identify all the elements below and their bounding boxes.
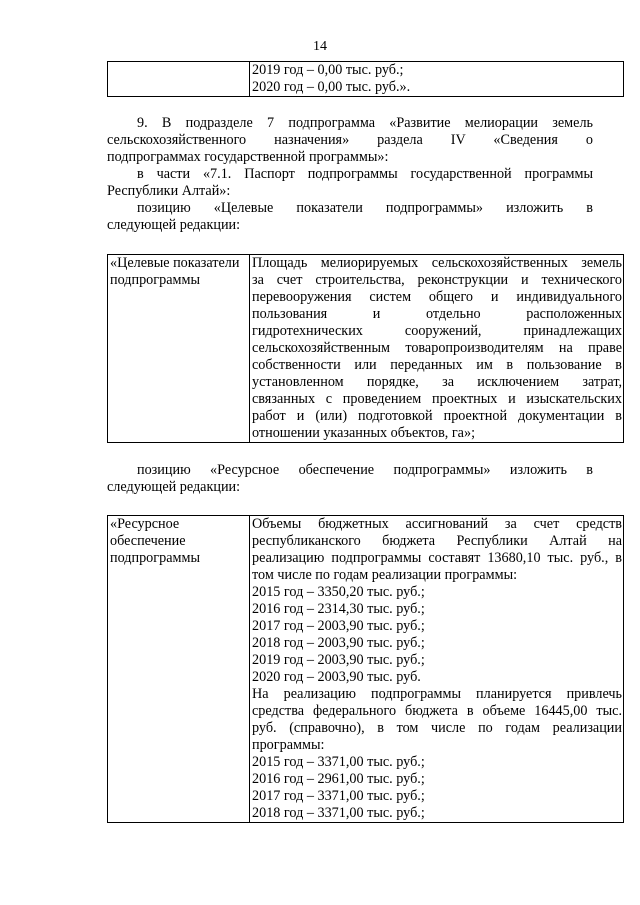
year-line: 2015 год – 3371,00 тыс. руб.; — [252, 754, 425, 770]
text-line: 9. В подразделе 7 подпрограмма «Развитие мелиорации земель — [137, 115, 593, 131]
text-line: отношении указанных объектов, га»; — [252, 425, 476, 441]
table-target-indicators — [107, 254, 624, 443]
text-line: сельскохозяйственным товаропроизводителям на праве — [252, 340, 622, 356]
section-9-paragraph — [107, 115, 593, 234]
text-line: гидротехнических сооружений, принадлежащих — [252, 323, 622, 339]
year-line: 2016 год – 2314,30 тыс. руб.; — [252, 601, 425, 617]
text-line: перевооружения систем общего и индивидуального — [252, 289, 622, 305]
table-resource-provision — [107, 515, 624, 823]
text-line: Республики Алтай»: — [107, 183, 231, 199]
year-line: 2017 год – 2003,90 тыс. руб.; — [252, 618, 425, 634]
year-line: 2020 год – 0,00 тыс. руб.». — [252, 79, 411, 95]
year-line: 2018 год – 2003,90 тыс. руб.; — [252, 635, 425, 651]
text-line: следующей редакции: — [107, 479, 241, 495]
label-line: обеспечение — [110, 533, 186, 549]
year-line: 2018 год – 3371,00 тыс. руб.; — [252, 805, 425, 821]
year-line: 2017 год – 3371,00 тыс. руб.; — [252, 788, 425, 804]
target-indicators-text-cell — [250, 255, 624, 443]
text-line: установленном порядке, за исключением затрат, — [252, 374, 622, 390]
text-line: позицию «Целевые показатели подпрограммы» изложить в — [137, 200, 593, 216]
text-line: собственности или переданных им в пользование в — [252, 357, 622, 373]
text-line: в части «7.1. Паспорт подпрограммы государственной программы — [137, 166, 593, 182]
text-line: республиканского бюджета Республики Алтай на — [252, 533, 622, 549]
text-line: работ и (или) подготовкой проектной документации в — [252, 408, 622, 424]
label-line: подпрограммы — [110, 272, 200, 288]
year-line: 2016 год – 2961,00 тыс. руб.; — [252, 771, 425, 787]
text-line: программы: — [252, 737, 325, 753]
label-line: «Ресурсное — [110, 516, 180, 532]
label-line: «Целевые показатели — [110, 255, 240, 271]
resource-provision-text-cell — [250, 516, 624, 823]
text-line: связанных с проведением проектных и изыскательских — [252, 391, 622, 407]
table-continuation-left-cell — [108, 62, 250, 97]
year-line: 2015 год – 3350,20 тыс. руб.; — [252, 584, 425, 600]
text-line: пользования и отдельно расположенных — [252, 306, 622, 322]
text-line: реализацию подпрограммы составят 13680,10 тыс. руб., в — [252, 550, 622, 566]
text-line: том числе по годам реализации программы: — [252, 567, 518, 583]
label-line: подпрограммы — [110, 550, 200, 566]
table-continuation-right-cell — [250, 62, 624, 97]
text-line: Объемы бюджетных ассигнований за счет средств — [252, 516, 622, 532]
year-line: 2020 год – 2003,90 тыс. руб. — [252, 669, 421, 685]
year-line: 2019 год – 0,00 тыс. руб.; — [252, 62, 404, 78]
text-line: Площадь мелиорируемых сельскохозяйственных земель — [252, 255, 622, 271]
text-line: подпрограммах государственной программы»: — [107, 149, 389, 165]
resource-provision-label-cell — [108, 516, 250, 823]
page-number: 14 — [313, 39, 327, 54]
position-resource-paragraph — [107, 462, 593, 496]
text-line: за счет строительства, реконструкции и технического — [252, 272, 622, 288]
text-line: позицию «Ресурсное обеспечение подпрограммы» изложить в — [137, 462, 593, 478]
table-continuation — [107, 61, 624, 97]
target-indicators-label-cell — [108, 255, 250, 443]
text-line: На реализацию подпрограммы планируется привлечь — [252, 686, 622, 702]
text-line: средства федерального бюджета в объеме 16445,00 тыс. — [252, 703, 622, 719]
year-line: 2019 год – 2003,90 тыс. руб.; — [252, 652, 425, 668]
text-line: руб. (справочно), в том числе по годам реализации — [252, 720, 622, 736]
text-line: следующей редакции: — [107, 217, 241, 233]
text-line: сельскохозяйственного назначения» раздела IV «Сведения о — [107, 132, 593, 148]
